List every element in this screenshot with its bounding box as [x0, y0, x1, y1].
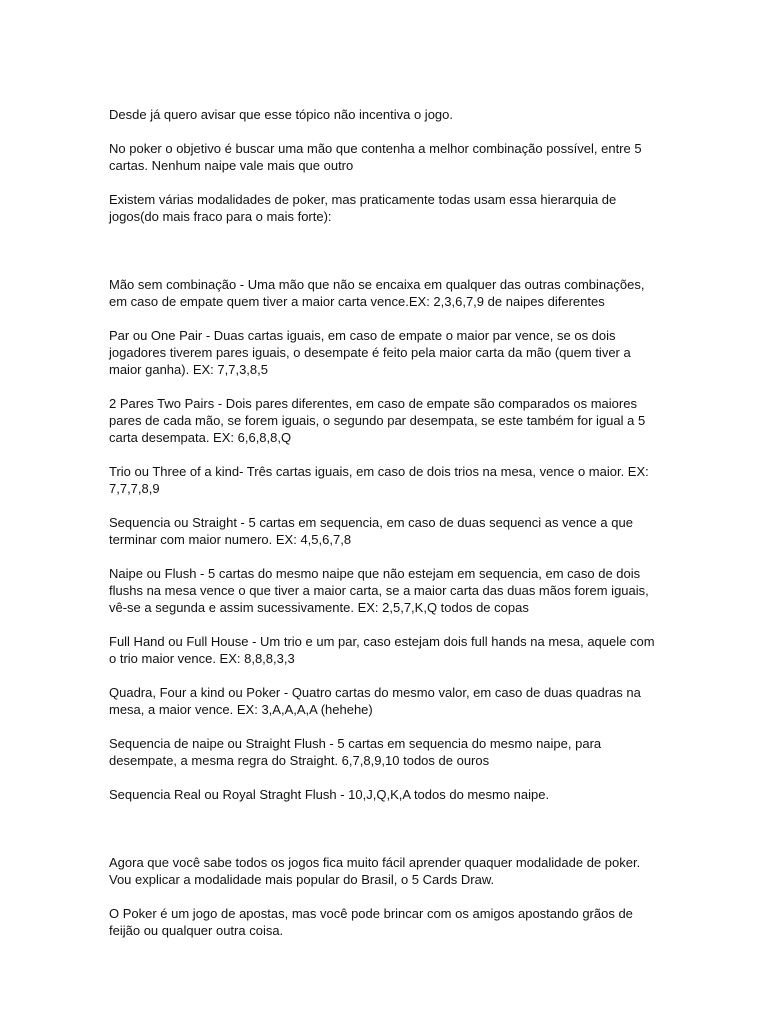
- hand-full-house: Full Hand ou Full House - Um trio e um par, caso estejam dois full hands na mesa, aquele com o trio maior vence. EX: 8,8,8,3,3: [109, 634, 655, 666]
- betting-note: O Poker é um jogo de apostas, mas você pode brincar com os amigos apostando grãos de feijão ou qualquer outra coisa.: [109, 906, 633, 938]
- spacer: [109, 378, 661, 395]
- spacer: [109, 123, 661, 140]
- spacer: [109, 803, 661, 854]
- spacer: [109, 225, 661, 276]
- hand-three-of-a-kind: Trio ou Three of a kind- Três cartas iguais, em caso de dois trios na mesa, vence o maior. EX: 7,7,7,8,9: [109, 464, 649, 496]
- spacer: [109, 769, 661, 786]
- hand-royal-flush: Sequencia Real ou Royal Straght Flush - 10,J,Q,K,A todos do mesmo naipe.: [109, 787, 550, 802]
- hand-straight: Sequencia ou Straight - 5 cartas em sequencia, em caso de duas sequenci as vence a que terminar com maior numero. EX: 4,5,6,7,8: [109, 515, 633, 547]
- poker-objective: No poker o objetivo é buscar uma mão que contenha a melhor combinação possível, entre 5 cartas. Nenhum naipe vale mais que outro: [109, 141, 642, 173]
- hierarchy-intro: Existem várias modalidades de poker, mas praticamente todas usam essa hierarquia de jogos(do mais fraco para o mais forte):: [109, 192, 617, 224]
- spacer: [109, 616, 661, 633]
- hand-one-pair: Par ou One Pair - Duas cartas iguais, em caso de empate o maior par vence, se os dois jogadores tiverem pares iguais, o desempate é feito pela maior carta da mão (quem tiver a maior ganha). EX: 7,7,3,8,5: [109, 328, 631, 377]
- spacer: [109, 310, 661, 327]
- hand-two-pairs: 2 Pares Two Pairs - Dois pares diferentes, em caso de empate são comparados os maiores pares de cada mão, se forem iguais, o segundo par desempata, se este também for igual a 5 carta desempata. EX: 6,6,8,8,Q: [109, 396, 646, 445]
- document-page: [109, 106, 661, 939]
- five-card-draw-intro: Agora que você sabe todos os jogos fica muito fácil aprender quaquer modalidade de poker. Vou explicar a modalidade mais popular do Brasil, o 5 Cards Draw.: [109, 855, 641, 887]
- spacer: [109, 888, 661, 905]
- spacer: [109, 718, 661, 735]
- spacer: [109, 174, 661, 191]
- spacer: [109, 446, 661, 463]
- spacer: [109, 497, 661, 514]
- hand-high-card: Mão sem combinação - Uma mão que não se encaixa em qualquer das outras combinações, em caso de empate quem tiver a maior carta vence.EX: 2,3,6,7,9 de naipes diferentes: [109, 277, 645, 309]
- hand-four-of-a-kind: Quadra, Four a kind ou Poker - Quatro cartas do mesmo valor, em caso de duas quadras na mesa, a maior vence. EX: 3,A,A,A,A (hehehe): [109, 685, 641, 717]
- spacer: [109, 667, 661, 684]
- spacer: [109, 548, 661, 565]
- intro-disclaimer: Desde já quero avisar que esse tópico não incentiva o jogo.: [109, 107, 453, 122]
- hand-straight-flush: Sequencia de naipe ou Straight Flush - 5 cartas em sequencia do mesmo naipe, para desempate, a mesma regra do Straight. 6,7,8,9,10 todos de ouros: [109, 736, 602, 768]
- hand-flush: Naipe ou Flush - 5 cartas do mesmo naipe que não estejam em sequencia, em caso de dois flushs na mesa vence o que tiver a maior carta, se a maior carta das duas mãos forem iguais, vê-se a segunda e assim sucessivamente. EX: 2,5,7,K,Q todos de copas: [109, 566, 649, 615]
